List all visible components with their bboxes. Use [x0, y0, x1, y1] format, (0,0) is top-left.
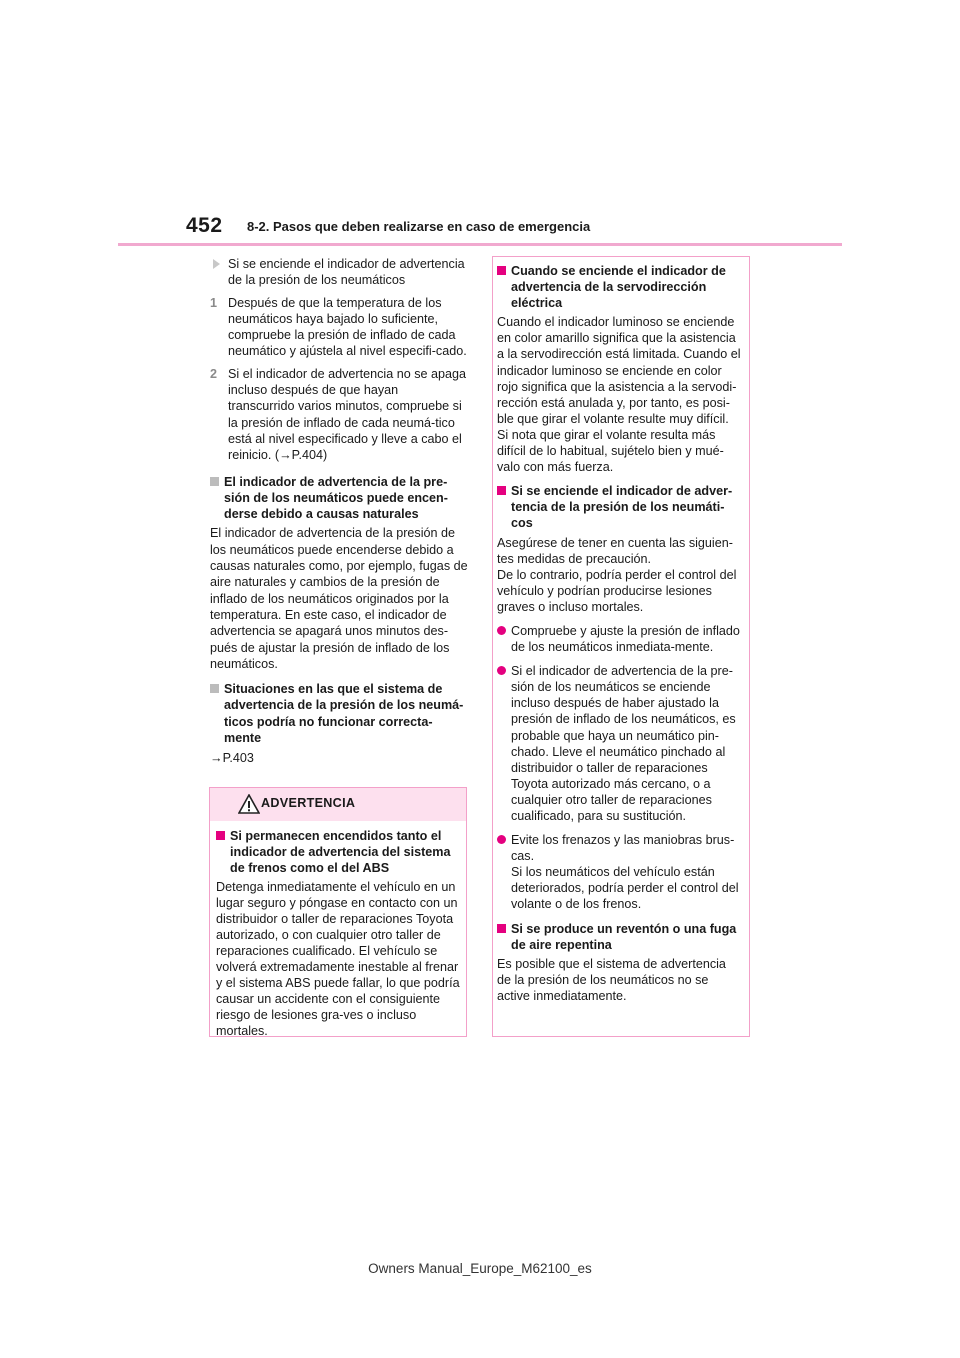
bullet-line: Evite los frenazos y las maniobras brus-cas.	[511, 833, 735, 864]
circle-bullet-icon	[497, 835, 506, 844]
body-line: De lo contrario, podría perder el control del vehículo y podrían producirse lesiones graves o incluso mortales.	[497, 567, 737, 614]
list-item: Compruebe y ajuste la presión de inflado de los neumáticos inmediata-mente.	[497, 623, 743, 655]
intro-bullet-text: Si se enciende el indicador de advertencia de la presión de los neumáticos	[228, 257, 465, 288]
section-body: Cuando el indicador luminoso se enciende en color amarillo significa que la asistencia a la servodirección está limitada. Cuando el indicador luminoso se enciende en color rojo significa que la asistencia a la servodi-rección está anulada y, por tanto, es posi-ble que girar el volante resulte muy difícil. Si nota que girar el volante resulta más difícil de lo habitual, sujételo bien y mué-valo con más fuerza.	[497, 315, 741, 475]
square-bullet-icon	[497, 924, 506, 933]
step-2	[210, 366, 468, 464]
footer-text: Owners Manual_Europe_M62100_es	[368, 1261, 592, 1276]
square-bullet-icon	[210, 477, 219, 486]
warning-triangle-icon	[238, 794, 260, 814]
left-column	[210, 256, 468, 767]
warning-body: Detenga inmediatamente el vehículo en un lugar seguro y póngase en contacto con un distribuidor o taller de reparaciones Toyota autorizado, o con cualquier otro taller de reparaciones cualificado. El vehículo se volverá extremadamente inestable al frenar y el sistema ABS puede fallar, lo que podría causar un accidente con el consiguiente riesgo de lesiones gra-ves o incluso mortales.	[216, 880, 460, 1038]
right-warning-box	[492, 256, 750, 1037]
step-number: 1	[210, 295, 218, 310]
list-item: Si el indicador de advertencia de la pre-sión de los neumáticos se enciende incluso después de haber ajustado la presión de inflado de los neumáticos, es probable que haya un neumático pin-chado. Lleve el neumático pinchado al distribuidor o taller de reparaciones Toyota autorizado más cercano, o a cualquier otro taller de reparaciones cualificado, para su sustitución.	[497, 663, 743, 824]
warning-title: ADVERTENCIA	[261, 796, 356, 810]
section-body	[497, 535, 743, 615]
section-heading: Cuando se enciende el indicador de advertencia de la servodirección eléctrica	[497, 263, 743, 311]
section-heading: Situaciones en las que el sistema de advertencia de la presión de los neumá-ticos podría no funcionar correcta-mente	[210, 681, 468, 746]
warning-box	[209, 787, 467, 1037]
step-number: 2	[210, 366, 218, 381]
section-body: El indicador de advertencia de la presión de los neumáticos puede encenderse debido a causas naturales como, por ejemplo, fugas de aire naturales y cambios de la presión de inflado de los neumáticos originados por la temperatura. En este caso, el indicador de advertencia se apagará unos minutos des-pués de ajustar la presión de inflado de los neumáticos.	[210, 526, 468, 671]
step-text: Después de que la temperatura de los neumáticos haya bajado lo suficiente, compruebe la presión de inflado de cada neumático y ajústela al nivel especifi-cado.	[228, 295, 467, 359]
square-bullet-icon	[497, 486, 506, 495]
page-reference: →P.403	[210, 751, 254, 766]
square-bullet-icon	[210, 684, 219, 693]
circle-bullet-icon	[497, 626, 506, 635]
square-bullet-icon	[497, 266, 506, 275]
warning-header	[210, 788, 466, 821]
intro-bullet	[210, 256, 468, 289]
body-line: Asegúrese de tener en cuenta las siguien-tes medidas de precaución.	[497, 535, 733, 566]
step-1	[210, 295, 468, 360]
page-number: 452	[186, 214, 223, 237]
square-bullet-icon	[216, 831, 225, 840]
header-rule	[118, 243, 842, 246]
section-heading: El indicador de advertencia de la pre-sión de los neumáticos puede encen-derse debido a causas naturales	[210, 474, 468, 523]
list-item	[497, 832, 743, 912]
section-title: 8-2. Pasos que deben realizarse en caso de emergencia	[247, 219, 591, 234]
section-body: Es posible que el sistema de advertencia de la presión de los neumáticos no se active inmediatamente.	[497, 956, 726, 1003]
step-text: Si el indicador de advertencia no se apaga incluso después de que hayan transcurrido varios minutos, compruebe si la presión de inflado de cada neumá-tico está al nivel especificado y lleve a cabo el reinicio. (→P.404)	[228, 366, 467, 463]
circle-bullet-icon	[497, 666, 506, 675]
triangle-bullet-icon	[213, 259, 220, 269]
section-heading: Si se enciende el indicador de adver-tencia de la presión de los neumáti-cos	[497, 483, 743, 531]
section-heading: Si se produce un reventón o una fuga de aire repentina	[497, 921, 743, 953]
bullet-line: Si los neumáticos del vehículo están deteriorados, podría perder el control del volante o de los frenos.	[511, 865, 739, 912]
warning-heading: Si permanecen encendidos tanto el indicador de advertencia del sistema de frenos como el del ABS	[216, 828, 460, 876]
